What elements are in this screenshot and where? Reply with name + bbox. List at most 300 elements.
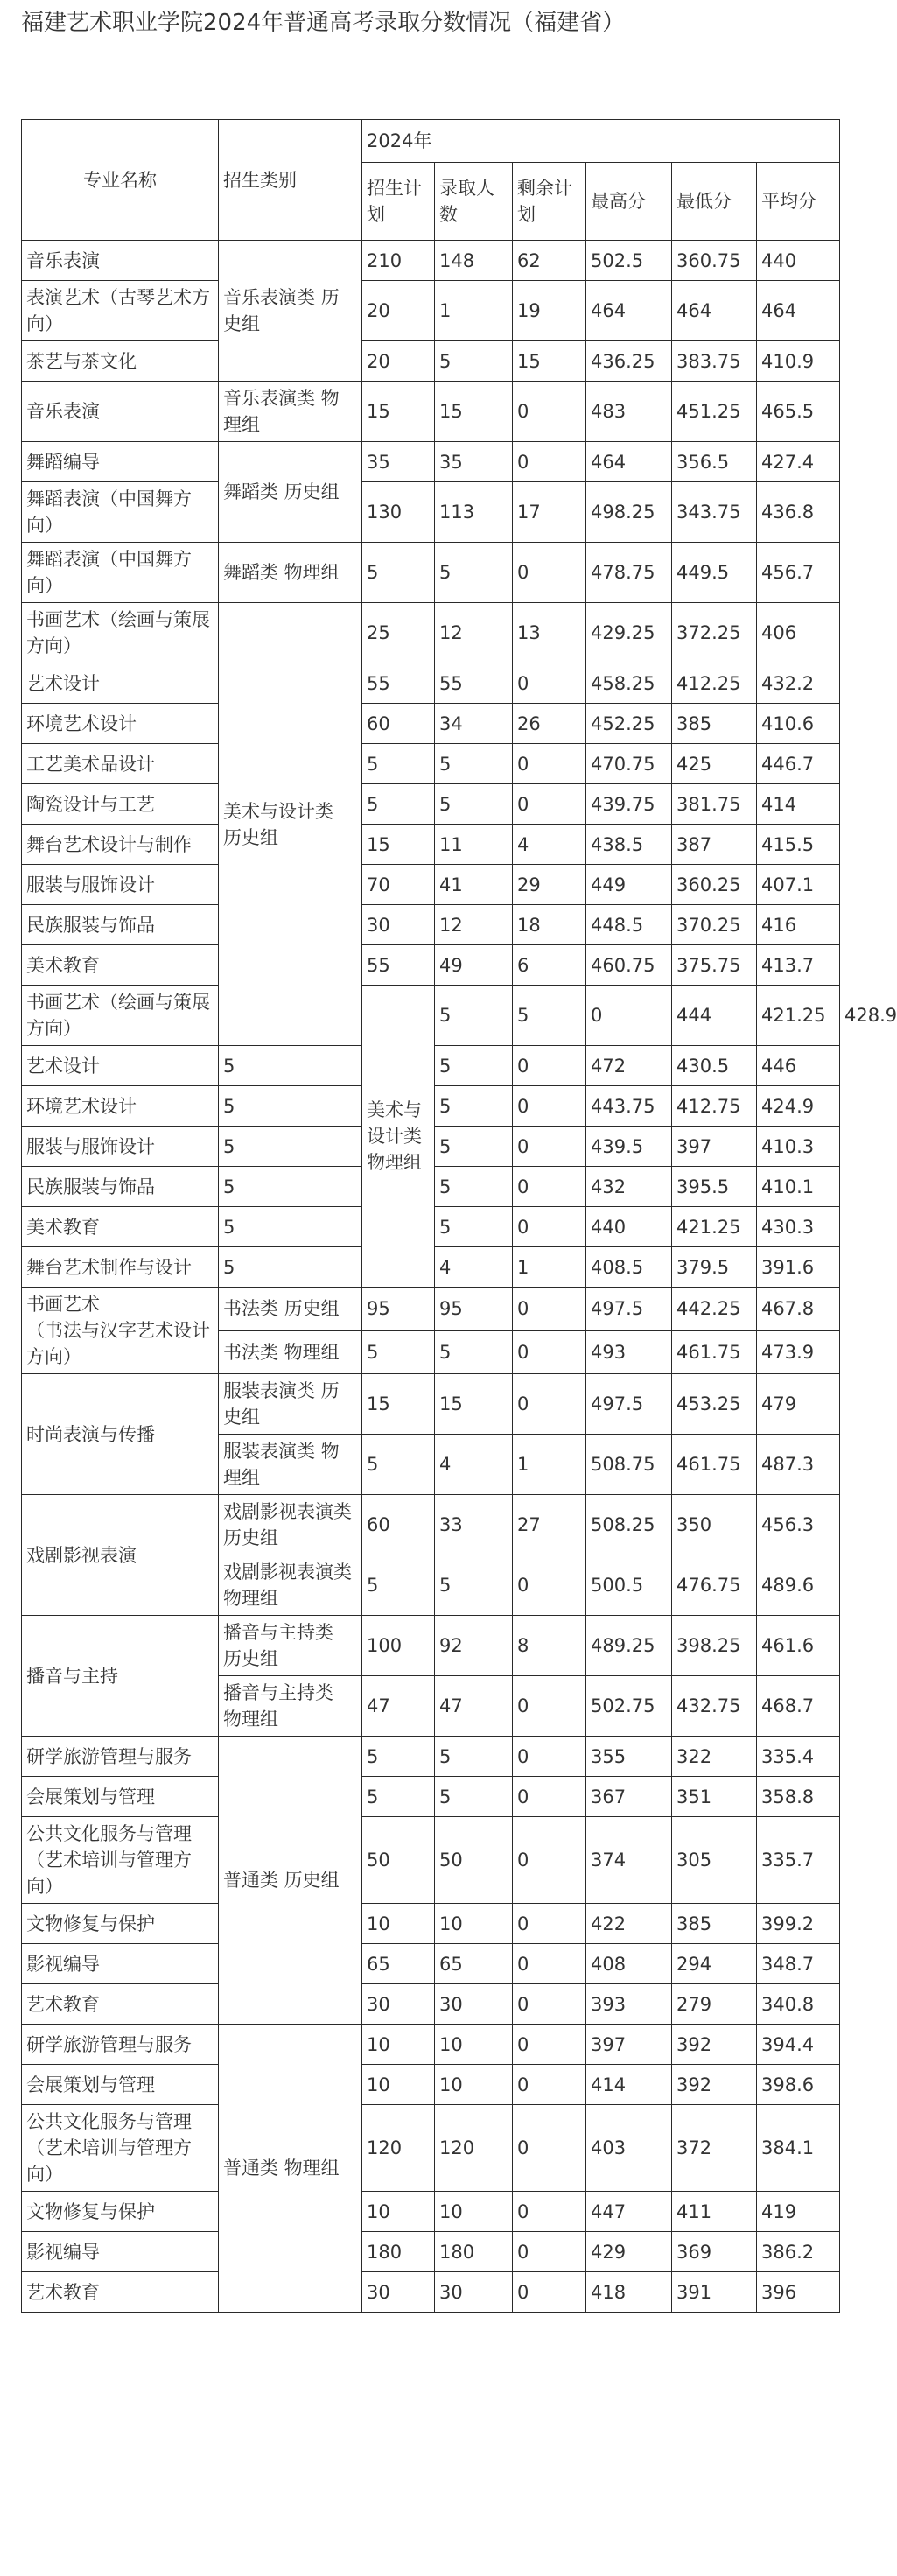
cell-plan: 120 [362,2105,435,2192]
cell-plan: 35 [362,442,435,482]
cell-min-score: 372.25 [672,603,757,663]
cell-max-score: 478.75 [586,543,672,603]
cell-admitted: 5 [435,1330,513,1374]
cell-admitted: 5 [435,1555,513,1616]
cell-plan: 10 [362,1904,435,1944]
cell-avg-score: 410.1 [757,1167,840,1207]
cell-max-score: 502.5 [586,241,672,281]
cell-max-score: 497.5 [586,1288,672,1331]
cell-admitted: 5 [435,1046,513,1086]
cell-remaining: 0 [513,1944,586,1984]
cell-remaining: 1 [513,1247,586,1288]
header-admitted: 录取人数 [435,163,513,241]
cell-avg-score: 335.4 [757,1737,840,1777]
cell-major: 播音与主持 [22,1616,219,1737]
cell-category: 服装表演类 历史组 [219,1374,362,1435]
cell-min-score: 370.25 [672,905,757,945]
cell-max-score: 429.25 [586,603,672,663]
cell-max-score: 367 [586,1777,672,1817]
cell-max-score: 449 [586,865,672,905]
cell-plan: 5 [219,1167,362,1207]
cell-min-score: 425 [672,744,757,784]
cell-plan: 5 [219,1247,362,1288]
table-row [22,1904,840,1944]
cell-remaining: 0 [513,1207,586,1247]
cell-max-score: 508.75 [586,1435,672,1495]
cell-plan: 5 [219,1046,362,1086]
cell-min-score: 395.5 [672,1167,757,1207]
cell-min-score: 453.25 [672,1374,757,1435]
cell-plan: 25 [362,603,435,663]
cell-category: 戏剧影视表演类 历史组 [219,1495,362,1555]
table-row [22,2192,840,2232]
cell-avg-score: 479 [757,1374,840,1435]
cell-category: 音乐表演类 历史组 [219,241,362,382]
table-row [22,825,840,865]
cell-category: 书法类 物理组 [219,1330,362,1374]
table-row [22,1817,840,1904]
cell-major: 书画艺术 （书法与汉字艺术设计方向） [22,1288,219,1374]
cell-remaining: 0 [513,1374,586,1435]
cell-major: 舞台艺术设计与制作 [22,825,219,865]
cell-min-score: 375.75 [672,945,757,986]
cell-avg-score: 410.6 [757,704,840,744]
cell-min-score: 279 [672,1984,757,2025]
cell-remaining: 26 [513,704,586,744]
cell-plan: 5 [435,986,513,1046]
cell-remaining: 29 [513,865,586,905]
cell-major: 陶瓷设计与工艺 [22,784,219,825]
cell-remaining: 0 [513,1167,586,1207]
cell-avg-score: 446.7 [757,744,840,784]
cell-admitted: 180 [435,2232,513,2272]
cell-remaining: 0 [513,1676,586,1737]
cell-min-score: 322 [672,1737,757,1777]
table-row [22,482,840,543]
cell-category: 美术与设计类 物理组 [362,986,435,1288]
cell-avg-score: 424.9 [757,1086,840,1127]
cell-max-score: 452.25 [586,704,672,744]
cell-max-score: 472 [586,1046,672,1086]
cell-min-score: 369 [672,2232,757,2272]
table-row [22,442,840,482]
cell-min-score: 442.25 [672,1288,757,1331]
cell-remaining: 0 [513,1127,586,1167]
cell-max-score: 397 [586,2025,672,2065]
cell-admitted: 12 [435,905,513,945]
cell-major: 舞台艺术制作与设计 [22,1247,219,1288]
cell-max-score: 443.75 [586,1086,672,1127]
cell-remaining: 0 [513,2025,586,2065]
cell-remaining: 62 [513,241,586,281]
cell-max-score: 355 [586,1737,672,1777]
cell-major: 民族服装与饰品 [22,1167,219,1207]
cell-plan: 10 [362,2065,435,2105]
header-min-score: 最低分 [672,163,757,241]
cell-min-score: 398.25 [672,1616,757,1676]
cell-avg-score: 413.7 [757,945,840,986]
cell-plan: 5 [362,1555,435,1616]
cell-avg-score: 468.7 [757,1676,840,1737]
cell-remaining: 19 [513,281,586,341]
cell-remaining: 0 [513,1330,586,1374]
cell-plan: 70 [362,865,435,905]
cell-plan: 5 [362,543,435,603]
cell-major: 研学旅游管理与服务 [22,2025,219,2065]
cell-plan: 60 [362,1495,435,1555]
cell-avg-score: 394.4 [757,2025,840,2065]
cell-admitted: 4 [435,1247,513,1288]
cell-plan: 15 [362,1374,435,1435]
cell-admitted: 33 [435,1495,513,1555]
cell-admitted: 5 [435,543,513,603]
cell-max-score: 497.5 [586,1374,672,1435]
cell-category: 书法类 历史组 [219,1288,362,1331]
cell-remaining: 0 [513,382,586,442]
cell-admitted: 5 [435,341,513,382]
cell-admitted: 120 [435,2105,513,2192]
table-row [22,603,840,663]
cell-avg-score: 335.7 [757,1817,840,1904]
cell-max-score: 374 [586,1817,672,1904]
cell-admitted: 34 [435,704,513,744]
cell-max-score: 470.75 [586,744,672,784]
cell-major: 音乐表演 [22,241,219,281]
cell-min-score: 381.75 [672,784,757,825]
cell-category: 服装表演类 物理组 [219,1435,362,1495]
cell-avg-score: 440 [757,241,840,281]
table-row [22,663,840,704]
cell-max-score: 448.5 [586,905,672,945]
cell-min-score: 351 [672,1777,757,1817]
cell-admitted: 5 [435,1737,513,1777]
cell-min-score: 360.25 [672,865,757,905]
cell-major: 研学旅游管理与服务 [22,1737,219,1777]
table-row [22,1495,840,1555]
cell-plan: 15 [362,825,435,865]
cell-max-score: 508.25 [586,1495,672,1555]
cell-plan: 5 [362,744,435,784]
cell-remaining: 27 [513,1495,586,1555]
header-plan: 招生计划 [362,163,435,241]
cell-min-score: 379.5 [672,1247,757,1288]
cell-admitted: 47 [435,1676,513,1737]
cell-remaining: 0 [513,1777,586,1817]
cell-major: 舞蹈表演（中国舞方向） [22,543,219,603]
cell-admitted: 55 [435,663,513,704]
cell-min-score: 372 [672,2105,757,2192]
cell-max-score: 403 [586,2105,672,2192]
table-row [22,905,840,945]
cell-category: 戏剧影视表演类 物理组 [219,1555,362,1616]
cell-min-score: 383.75 [672,341,757,382]
cell-avg-score: 436.8 [757,482,840,543]
cell-remaining: 4 [513,825,586,865]
cell-remaining: 15 [513,341,586,382]
table-row [22,2065,840,2105]
cell-max-score: 414 [586,2065,672,2105]
cell-min-score: 343.75 [672,482,757,543]
cell-major: 影视编导 [22,1944,219,1984]
cell-remaining: 0 [513,2192,586,2232]
cell-avg-score: 456.7 [757,543,840,603]
table-row [22,784,840,825]
cell-major: 工艺美术品设计 [22,744,219,784]
cell-plan: 5 [362,784,435,825]
cell-plan: 5 [362,1777,435,1817]
table-row [22,1944,840,1984]
cell-remaining: 0 [513,2065,586,2105]
cell-avg-score: 415.5 [757,825,840,865]
cell-avg-score: 386.2 [757,2232,840,2272]
cell-remaining: 8 [513,1616,586,1676]
cell-min-score: 411 [672,2192,757,2232]
cell-admitted: 12 [435,603,513,663]
cell-max-score: 439.75 [586,784,672,825]
cell-major: 民族服装与饰品 [22,905,219,945]
cell-min-score: 392 [672,2065,757,2105]
cell-plan: 5 [362,1737,435,1777]
table-row [22,744,840,784]
cell-avg-score: 416 [757,905,840,945]
cell-major: 文物修复与保护 [22,2192,219,2232]
cell-remaining: 0 [513,1904,586,1944]
cell-admitted: 5 [435,784,513,825]
cell-max-score: 444 [672,986,757,1046]
cell-remaining: 0 [513,2105,586,2192]
cell-avg-score: 384.1 [757,2105,840,2192]
table-row [22,1777,840,1817]
cell-plan: 210 [362,241,435,281]
cell-remaining: 1 [513,1435,586,1495]
cell-major: 书画艺术（绘画与策展方向） [22,986,219,1046]
cell-admitted: 5 [435,744,513,784]
cell-avg-score: 358.8 [757,1777,840,1817]
table-row [22,704,840,744]
header-remaining: 剩余计划 [513,163,586,241]
cell-min-score: 412.75 [672,1086,757,1127]
cell-admitted: 5 [513,986,586,1046]
table-row [22,865,840,905]
cell-max-score: 408.5 [586,1247,672,1288]
cell-major: 公共文化服务与管理（艺术培训与管理方向） [22,2105,219,2192]
cell-admitted: 49 [435,945,513,986]
cell-category: 普通类 历史组 [219,1737,362,2025]
cell-min-score: 387 [672,825,757,865]
table-row [22,1737,840,1777]
cell-avg-score: 398.6 [757,2065,840,2105]
header-major: 专业名称 [22,120,219,241]
cell-avg-score: 340.8 [757,1984,840,2025]
cell-avg-score: 487.3 [757,1435,840,1495]
cell-major: 艺术设计 [22,663,219,704]
cell-avg-score: 432.2 [757,663,840,704]
cell-remaining: 0 [513,1555,586,1616]
cell-major: 服装与服饰设计 [22,1127,219,1167]
cell-min-score: 421.25 [672,1207,757,1247]
cell-major: 戏剧影视表演 [22,1495,219,1616]
cell-plan: 65 [362,1944,435,1984]
cell-min-score: 360.75 [672,241,757,281]
cell-plan: 55 [362,945,435,986]
cell-plan: 180 [362,2232,435,2272]
cell-remaining: 0 [586,986,672,1046]
cell-major: 音乐表演 [22,382,219,442]
cell-avg-score: 396 [757,2272,840,2313]
cell-min-score: 385 [672,704,757,744]
cell-min-score: 464 [672,281,757,341]
cell-avg-score: 456.3 [757,1495,840,1555]
cell-remaining: 0 [513,442,586,482]
cell-max-score: 483 [586,382,672,442]
cell-max-score: 393 [586,1984,672,2025]
cell-major: 文物修复与保护 [22,1904,219,1944]
cell-admitted: 113 [435,482,513,543]
cell-avg-score: 489.6 [757,1555,840,1616]
cell-min-score: 392 [672,2025,757,2065]
cell-major: 艺术教育 [22,2272,219,2313]
cell-category: 舞蹈类 历史组 [219,442,362,543]
cell-avg-score: 414 [757,784,840,825]
cell-plan: 95 [362,1288,435,1331]
cell-min-score: 294 [672,1944,757,1984]
cell-avg-score: 419 [757,2192,840,2232]
cell-major: 时尚表演与传播 [22,1374,219,1495]
cell-category: 播音与主持类 历史组 [219,1616,362,1676]
cell-min-score: 305 [672,1817,757,1904]
cell-major: 美术教育 [22,1207,219,1247]
cell-admitted: 30 [435,2272,513,2313]
cell-admitted: 50 [435,1817,513,1904]
cell-plan: 100 [362,1616,435,1676]
cell-avg-score: 427.4 [757,442,840,482]
cell-admitted: 5 [435,1127,513,1167]
cell-max-score: 439.5 [586,1127,672,1167]
cell-plan: 5 [219,1127,362,1167]
cell-min-score: 430.5 [672,1046,757,1086]
header-category: 招生类别 [219,120,362,241]
cell-admitted: 4 [435,1435,513,1495]
cell-max-score: 436.25 [586,341,672,382]
cell-major: 茶艺与茶文化 [22,341,219,382]
cell-category: 美术与设计类 历史组 [219,603,362,1046]
cell-avg-score: 348.7 [757,1944,840,1984]
cell-max-score: 447 [586,2192,672,2232]
cell-avg-score: 410.9 [757,341,840,382]
cell-plan: 50 [362,1817,435,1904]
cell-plan: 47 [362,1676,435,1737]
cell-min-score: 461.75 [672,1330,757,1374]
cell-admitted: 41 [435,865,513,905]
cell-min-score: 350 [672,1495,757,1555]
cell-max-score: 408 [586,1944,672,1984]
admission-score-table [21,119,897,2313]
cell-remaining: 0 [513,1046,586,1086]
table-row [22,341,840,382]
cell-plan: 30 [362,1984,435,2025]
cell-plan: 20 [362,341,435,382]
cell-plan: 10 [362,2025,435,2065]
cell-max-score: 498.25 [586,482,672,543]
cell-min-score: 451.25 [672,382,757,442]
table-row [22,281,840,341]
cell-major: 影视编导 [22,2232,219,2272]
cell-admitted: 10 [435,2065,513,2105]
cell-category: 舞蹈类 物理组 [219,543,362,603]
cell-major: 艺术设计 [22,1046,219,1086]
cell-avg-score: 391.6 [757,1247,840,1288]
cell-remaining: 0 [513,784,586,825]
cell-plan: 15 [362,382,435,442]
cell-remaining: 0 [513,1086,586,1127]
cell-remaining: 0 [513,1288,586,1331]
cell-category: 播音与主持类 物理组 [219,1676,362,1737]
header-year: 2024年 [362,120,840,163]
cell-plan: 10 [362,2192,435,2232]
cell-max-score: 440 [586,1207,672,1247]
cell-admitted: 15 [435,1374,513,1435]
table-row: 书画艺术（绘画与策展方向） 美术与设计类 物理组 5 5 0 444 421.25 428.9 [22,986,840,1046]
cell-max-score: 502.75 [586,1676,672,1737]
cell-min-score: 476.75 [672,1555,757,1616]
cell-major: 舞蹈表演（中国舞方向） [22,482,219,543]
cell-remaining: 0 [513,1984,586,2025]
cell-admitted: 5 [435,1207,513,1247]
cell-admitted: 10 [435,2192,513,2232]
table-row [22,2232,840,2272]
cell-avg-score: 467.8 [757,1288,840,1331]
cell-remaining: 0 [513,543,586,603]
cell-max-score: 460.75 [586,945,672,986]
cell-plan: 5 [219,1207,362,1247]
cell-min-score: 397 [672,1127,757,1167]
table-row [22,382,840,442]
header-row-year [22,120,840,163]
cell-min-score: 385 [672,1904,757,1944]
cell-plan: 5 [219,1086,362,1127]
cell-avg-score: 430.3 [757,1207,840,1247]
cell-remaining: 13 [513,603,586,663]
page-title: 福建艺术职业学院2024年普通高考录取分数情况（福建省） [21,10,626,36]
cell-avg-score: 461.6 [757,1616,840,1676]
cell-admitted: 10 [435,2025,513,2065]
cell-admitted: 148 [435,241,513,281]
cell-major: 公共文化服务与管理（艺术培训与管理方向） [22,1817,219,1904]
cell-remaining: 6 [513,945,586,986]
cell-min-score: 449.5 [672,543,757,603]
cell-avg-score: 407.1 [757,865,840,905]
table-row [22,1984,840,2025]
table-row [22,1288,840,1331]
cell-admitted: 92 [435,1616,513,1676]
table-row [22,241,840,281]
cell-category: 音乐表演类 物理组 [219,382,362,442]
cell-admitted: 15 [435,382,513,442]
cell-admitted: 65 [435,1944,513,1984]
cell-plan: 130 [362,482,435,543]
cell-admitted: 5 [435,1777,513,1817]
cell-max-score: 493 [586,1330,672,1374]
cell-avg-score: 464 [757,281,840,341]
cell-plan: 20 [362,281,435,341]
cell-max-score: 464 [586,442,672,482]
cell-major: 会展策划与管理 [22,1777,219,1817]
cell-max-score: 418 [586,2272,672,2313]
cell-avg-score: 399.2 [757,1904,840,1944]
cell-major: 书画艺术（绘画与策展方向） [22,603,219,663]
cell-min-score: 421.25 [757,986,840,1046]
cell-max-score: 458.25 [586,663,672,704]
